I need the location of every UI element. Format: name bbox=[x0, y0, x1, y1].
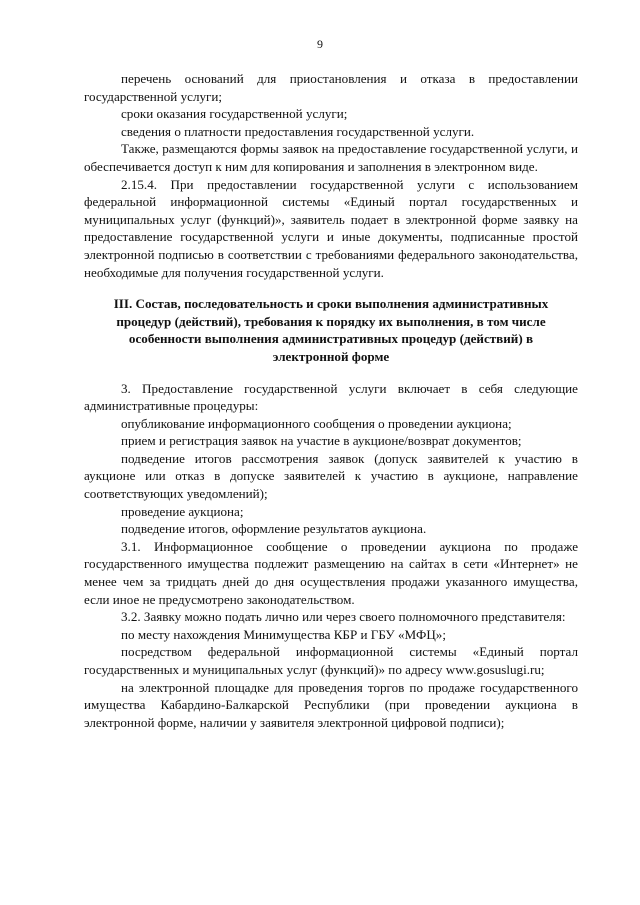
page-number: 9 bbox=[317, 37, 323, 51]
paragraph: 3. Предоставление государственной услуги включает в себя следующие административные процедуры: bbox=[84, 380, 578, 414]
paragraph: 3.2. Заявку можно подать лично или через своего полномочного представителя: bbox=[121, 609, 566, 625]
paragraph: посредством федеральной информационной системы «Единый портал государственных и муниципальных услуг (функций)» по адресу www.gosuslugi.ru; bbox=[84, 644, 578, 677]
paragraph: подведение итогов рассмотрения заявок (допуск заявителей к участию в аукционе или отказ в допуске заявителей к участию в аукционе, направление соответствующих уведомлений); bbox=[84, 450, 578, 502]
paragraph: 3.1. Информационное сообщение о проведении аукциона по продаже государственного имущества подлежит размещению на сайтах в сети «Интернет» не менее чем за тридцать дней до дня осуществления продажи указанного имущества, если иное не предусмотрено законодательством. bbox=[84, 538, 578, 607]
paragraph: проведение аукциона; bbox=[121, 503, 244, 519]
paragraph: 2.15.4. При предоставлении государственной услуги с использованием федеральной информационной системы «Единый портал государственных и муниципальных услуг (функций)», заявитель подает в электронной форме заявку на предоставление государственной услуги и иные документы, подписанные простой электронной подписью в соответствии с требованиями федерального законодательства, необходимые для получения государственной услуги. bbox=[84, 176, 578, 280]
paragraph: подведение итогов, оформление результатов аукциона. bbox=[121, 521, 427, 537]
spacer bbox=[84, 281, 578, 295]
paragraph: на электронной площадке для проведения торгов по продаже государственного имущества Кабардино-Балкарской Республики (при проведении аукциона в электронной форме, наличии у заявителя электронной цифровой подписи); bbox=[84, 679, 578, 730]
section-heading: III. Состав, последовательность и сроки выполнения административных процедур (действий), требования к порядку их выполнения, в том числе особенности выполнения административных процедур (действий) в электронной форме bbox=[113, 296, 549, 364]
document-body bbox=[84, 70, 578, 731]
paragraph: Также, размещаются формы заявок на предоставление государственной услуги, и обеспечивается доступ к ним для копирования и заполнения в электронном виде. bbox=[84, 141, 578, 174]
paragraph: прием и регистрация заявок на участие в аукционе/возврат документов; bbox=[121, 433, 522, 449]
paragraph: опубликование информационного сообщения о проведении аукциона; bbox=[121, 415, 512, 431]
paragraph: сроки оказания государственной услуги; bbox=[121, 106, 348, 122]
paragraph: перечень оснований для приостановления и отказа в предоставлении государственной услуги; bbox=[84, 71, 578, 104]
spacer bbox=[84, 366, 578, 380]
paragraph: по месту нахождения Минимущества КБР и ГБУ «МФЦ»; bbox=[121, 626, 446, 642]
paragraph: сведения о платности предоставления государственной услуги. bbox=[121, 123, 475, 139]
